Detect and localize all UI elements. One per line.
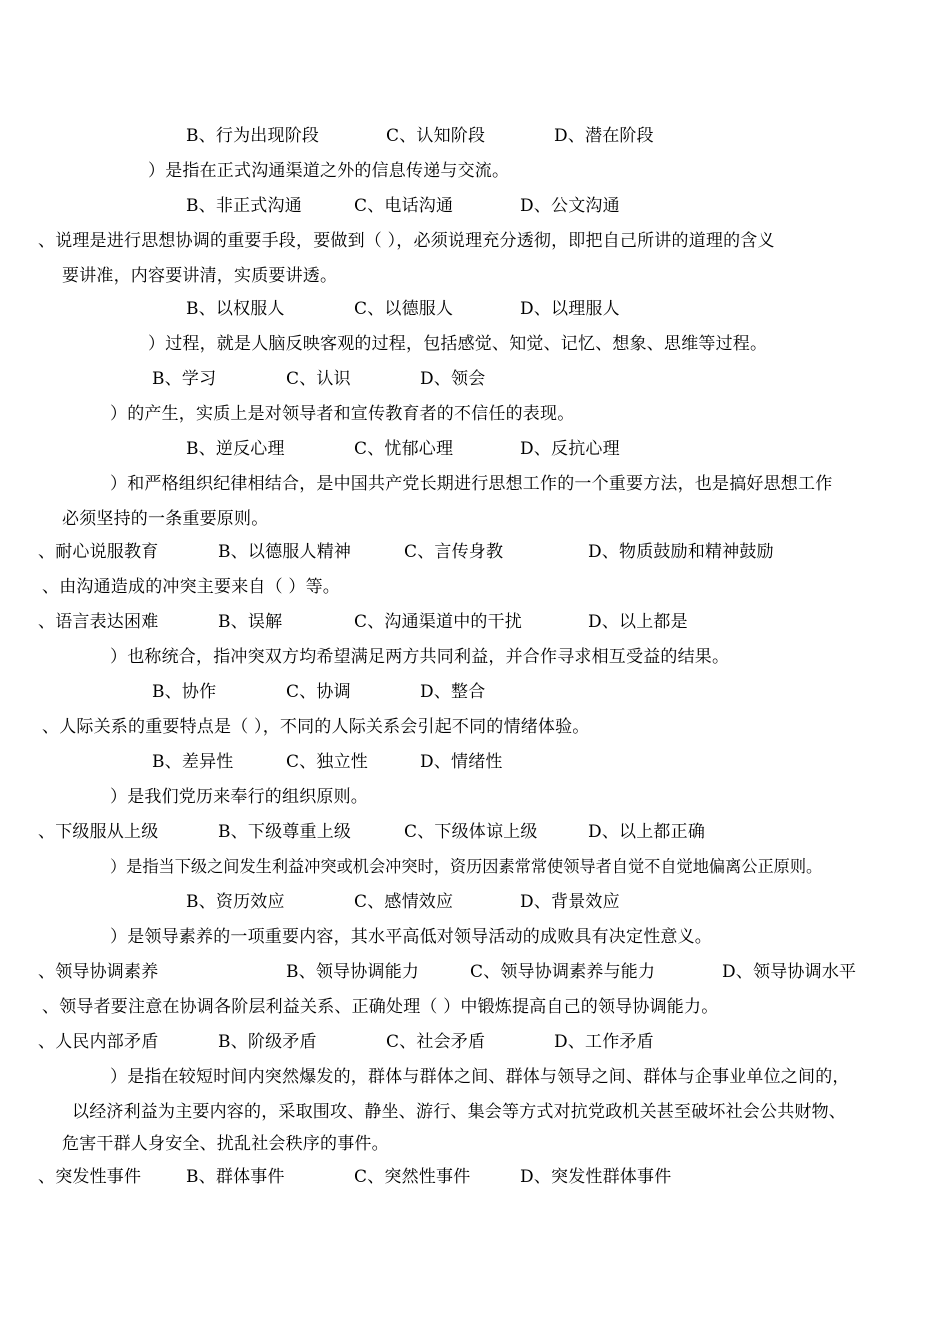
option-d: D、物质鼓励和精神鼓励 [588, 542, 774, 562]
option-c: C、认知阶段 [386, 126, 486, 146]
option-c: C、社会矛盾 [386, 1032, 486, 1052]
question-line [0, 855, 950, 879]
option-d: D、潜在阶段 [554, 126, 654, 146]
option-a: 、耐心说服教育 [38, 542, 159, 562]
option-b: B、逆反心理 [186, 439, 285, 459]
question-line [0, 229, 950, 253]
option-b: B、差异性 [152, 752, 234, 772]
option-d: D、领导协调水平 [722, 962, 857, 982]
question-text: ）是指在较短时间内突然爆发的，群体与群体之间、群体与领导之间、群体与企事业单位之间的， [110, 1067, 850, 1087]
question-text: ）是指当下级之间发生利益冲突或机会冲突时，资历因素常常使领导者自觉不自觉地偏离公正原则。 [110, 857, 823, 876]
options-line [0, 1030, 950, 1054]
question-line [0, 575, 950, 599]
option-b: B、群体事件 [186, 1167, 285, 1187]
question-text: ）和严格组织纪律相结合，是中国共产党长期进行思想工作的一个重要方法，也是搞好思想工作 [110, 474, 833, 494]
question-text: 必须坚持的一条重要原则。 [62, 509, 269, 529]
options-line [0, 680, 950, 704]
question-text: ）过程，就是人脑反映客观的过程，包括感觉、知觉、记忆、想象、思维等过程。 [148, 334, 768, 354]
option-a: 、突发性事件 [38, 1167, 142, 1187]
question-continuation [0, 507, 950, 531]
option-c: C、协调 [286, 682, 351, 702]
option-a: 、人民内部矛盾 [38, 1032, 159, 1052]
question-line [0, 159, 950, 183]
options-line [0, 960, 950, 984]
question-line [0, 995, 950, 1019]
options-line [0, 610, 950, 634]
question-line [0, 785, 950, 809]
question-text: 、人际关系的重要特点是（ ），不同的人际关系会引起不同的情绪体验。 [42, 717, 590, 737]
option-c: C、忧郁心理 [354, 439, 454, 459]
option-b: B、下级尊重上级 [218, 822, 352, 842]
question-continuation [0, 1132, 950, 1156]
option-d: D、情绪性 [420, 752, 503, 772]
question-text: 要讲准，内容要讲清，实质要讲透。 [62, 266, 338, 286]
question-text: 、由沟通造成的冲突主要来自（ ）等。 [42, 577, 341, 597]
option-d: D、反抗心理 [520, 439, 620, 459]
option-d: D、突发性群体事件 [520, 1167, 672, 1187]
options-line [0, 367, 950, 391]
question-text: 、领导者要注意在协调各阶层利益关系、正确处理（ ）中锻炼提高自己的领导协调能力。 [42, 997, 719, 1017]
question-text: 危害干群人身安全、扰乱社会秩序的事件。 [62, 1134, 389, 1154]
option-d: D、背景效应 [520, 892, 620, 912]
question-line [0, 332, 950, 356]
option-b: B、以权服人 [186, 299, 285, 319]
option-c: C、感情效应 [354, 892, 454, 912]
option-c: C、电话沟通 [354, 196, 454, 216]
option-d: D、整合 [420, 682, 486, 702]
option-d: D、以理服人 [520, 299, 620, 319]
option-a: 、领导协调素养 [38, 962, 159, 982]
option-c: C、下级体谅上级 [404, 822, 538, 842]
question-text: ）是指在正式沟通渠道之外的信息传递与交流。 [148, 161, 510, 181]
option-b: B、资历效应 [186, 892, 285, 912]
option-b: B、学习 [152, 369, 217, 389]
option-d: D、公文沟通 [520, 196, 620, 216]
option-c: C、领导协调素养与能力 [470, 962, 656, 982]
option-a: 、语言表达困难 [38, 612, 159, 632]
option-b: B、以德服人精神 [218, 542, 352, 562]
question-text: ）是领导素养的一项重要内容，其水平高低对领导活动的成败具有决定性意义。 [110, 927, 712, 947]
question-continuation [0, 1100, 950, 1124]
option-c: C、以德服人 [354, 299, 454, 319]
options-line [0, 1165, 950, 1189]
question-line [0, 925, 950, 949]
option-c: C、突然性事件 [354, 1167, 471, 1187]
options-line [0, 124, 950, 148]
question-text: ）是我们党历来奉行的组织原则。 [110, 787, 368, 807]
option-a: 、下级服从上级 [38, 822, 159, 842]
option-b: B、行为出现阶段 [186, 126, 320, 146]
options-line [0, 750, 950, 774]
options-line [0, 890, 950, 914]
option-b: B、非正式沟通 [186, 196, 302, 216]
question-line [0, 472, 950, 496]
option-c: C、言传身教 [404, 542, 504, 562]
question-continuation [0, 264, 950, 288]
option-d: D、工作矛盾 [554, 1032, 654, 1052]
option-d: D、领会 [420, 369, 486, 389]
option-b: B、领导协调能力 [286, 962, 420, 982]
options-line [0, 297, 950, 321]
question-text: 、说理是进行思想协调的重要手段，要做到（ ），必须说理充分透彻，即把自己所讲的道理的含义 [38, 231, 775, 251]
option-b: B、协作 [152, 682, 217, 702]
question-text: 以经济利益为主要内容的，采取围攻、静坐、游行、集会等方式对抗党政机关甚至破坏社会公共财物、 [72, 1102, 846, 1122]
option-d: D、以上都正确 [588, 822, 706, 842]
option-c: C、沟通渠道中的干扰 [354, 612, 523, 632]
options-line [0, 820, 950, 844]
question-line [0, 645, 950, 669]
question-line [0, 1065, 950, 1089]
options-line [0, 194, 950, 218]
question-text: ）的产生，实质上是对领导者和宣传教育者的不信任的表现。 [110, 404, 575, 424]
option-b: B、阶级矛盾 [218, 1032, 317, 1052]
option-c: C、独立性 [286, 752, 369, 772]
option-b: B、误解 [218, 612, 283, 632]
options-line [0, 540, 950, 564]
option-c: C、认识 [286, 369, 351, 389]
options-line [0, 437, 950, 461]
question-line [0, 402, 950, 426]
question-text: ）也称统合，指冲突双方均希望满足两方共同利益，并合作寻求相互受益的结果。 [110, 647, 730, 667]
option-d: D、以上都是 [588, 612, 688, 632]
question-line [0, 715, 950, 739]
